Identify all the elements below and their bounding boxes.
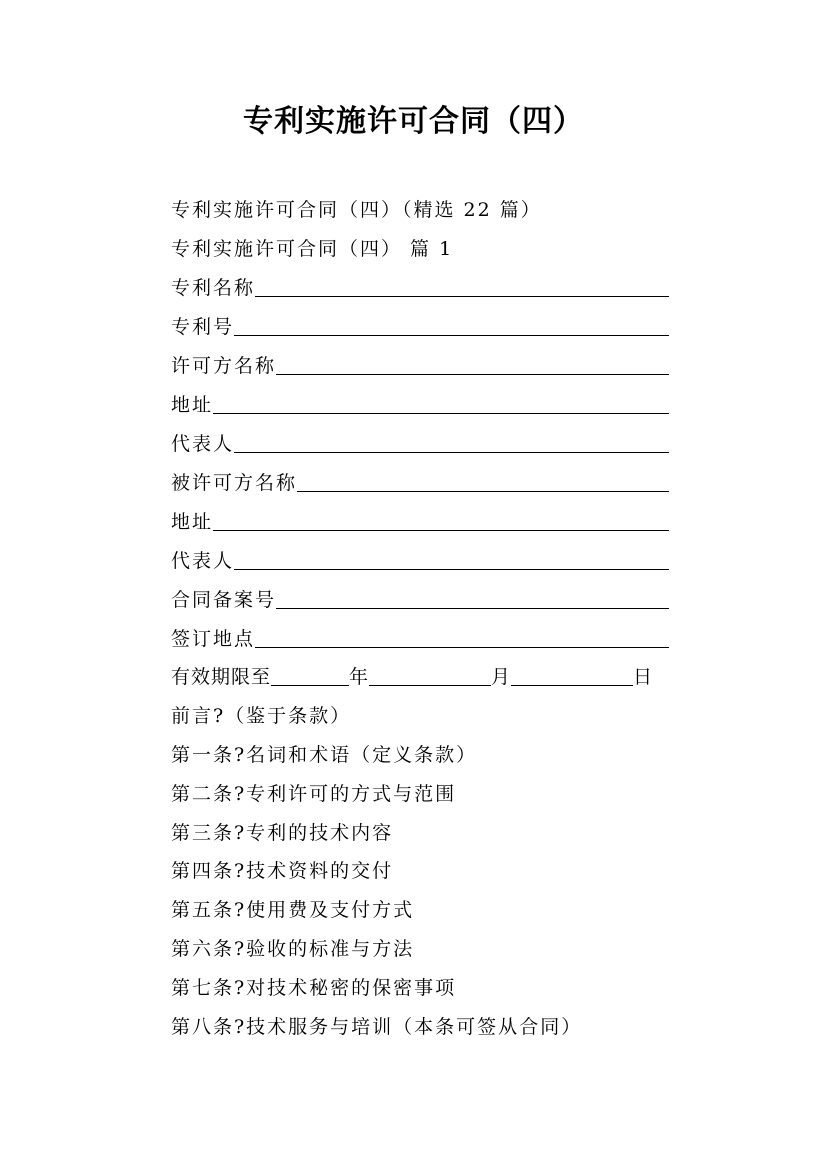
field-licensor-address (171, 392, 669, 418)
field-label: 代表人 (171, 433, 235, 455)
validity-prefix: 有效期限至 (171, 666, 272, 688)
field-patent-number (171, 314, 669, 340)
blank-line (297, 491, 669, 492)
document-subtitle: 专利实施许可合同（四）（精选 22 篇） (171, 199, 542, 221)
clause-4: 第四条?技术资料的交付 (171, 860, 394, 882)
year-label: 年 (349, 666, 370, 688)
clause-1: 第一条?名词和术语（定义条款） (171, 744, 478, 766)
field-label: 地址 (171, 511, 214, 533)
field-label: 许可方名称 (171, 355, 277, 377)
document-title: 专利实施许可合同（四） (243, 104, 584, 139)
blank-line (234, 569, 669, 570)
blank-line (255, 647, 669, 648)
field-patent-name (171, 275, 669, 301)
field-label: 专利名称 (171, 277, 256, 299)
clause-5: 第五条?使用费及支付方式 (171, 899, 415, 921)
clause-2: 第二条?专利许可的方式与范围 (171, 783, 457, 805)
blank-line (276, 608, 669, 609)
field-label: 代表人 (171, 550, 235, 572)
day-label: 日 (633, 666, 654, 688)
month-blank (369, 685, 491, 686)
field-label: 地址 (171, 394, 214, 416)
blank-line (234, 335, 669, 336)
year-blank (271, 685, 349, 686)
field-licensee-name (171, 470, 669, 496)
clause-preamble: 前言?（鉴于条款） (171, 705, 352, 727)
field-licensor-representative (171, 431, 669, 457)
field-label: 被许可方名称 (171, 472, 298, 494)
blank-line (255, 296, 669, 297)
clause-3: 第三条?专利的技术内容 (171, 822, 394, 844)
blank-line (213, 530, 669, 531)
blank-line (276, 374, 669, 375)
field-label: 专利号 (171, 316, 235, 338)
clause-8: 第八条?技术服务与培训（本条可签从合同） (171, 1016, 583, 1038)
field-licensor-name (171, 353, 669, 379)
blank-line (213, 413, 669, 414)
section-heading: 专利实施许可合同（四） 篇 1 (171, 238, 454, 260)
field-licensee-address (171, 509, 669, 535)
field-contract-record-number (171, 587, 669, 613)
blank-line (234, 452, 669, 453)
day-blank (511, 685, 633, 686)
field-signing-place (171, 626, 669, 652)
clause-7: 第七条?对技术秘密的保密事项 (171, 977, 457, 999)
field-label: 合同备案号 (171, 589, 277, 611)
field-licensee-representative (171, 548, 669, 574)
month-label: 月 (491, 666, 512, 688)
field-label: 签订地点 (171, 628, 256, 650)
clause-6: 第六条?验收的标准与方法 (171, 938, 415, 960)
validity-period-row (171, 664, 669, 690)
